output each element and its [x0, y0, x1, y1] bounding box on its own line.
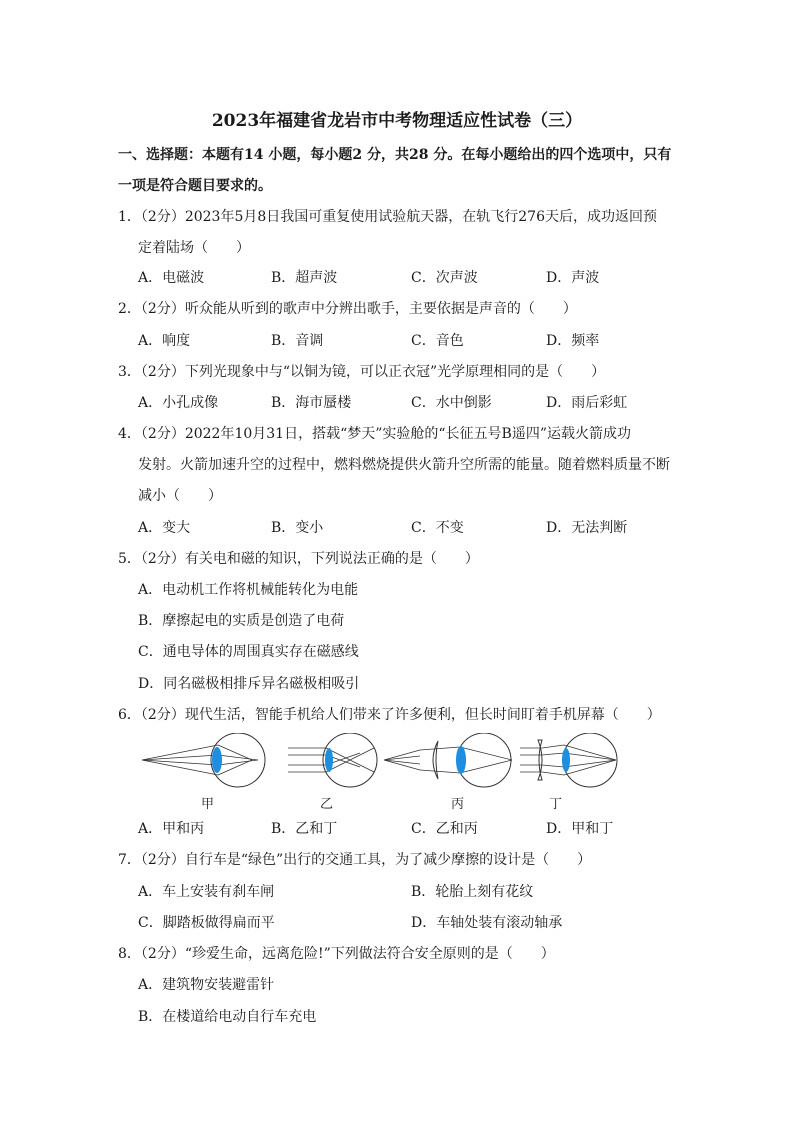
question-4-line-2: 发射。火箭加速升空的过程中，燃料燃烧提供火箭升空所需的能量。随着燃料质量不断 — [138, 457, 670, 473]
question-4-line-3: 减小（ ） — [138, 488, 222, 504]
exam-title: 2023年福建省龙岩市中考物理适应性试卷（三） — [211, 111, 583, 131]
question-3-option-d[interactable]: D．雨后彩虹 — [546, 395, 628, 411]
question-2-option-b[interactable]: B．音调 — [271, 333, 324, 349]
question-3-line-1: 3．（2分）下列光现象中与“以铜为镜，可以正衣冠”光学原理相同的是（ ） — [118, 364, 606, 380]
eye-diagram-bing — [384, 733, 512, 787]
question-3-option-b[interactable]: B．海市蜃楼 — [271, 395, 352, 411]
question-4-option-d[interactable]: D．无法判断 — [546, 520, 628, 536]
eye-diagrams-figure — [140, 733, 680, 799]
question-2-line-1: 2．（2分）听众能从听到的歌声中分辨出歌手，主要依据是声音的（ ） — [118, 301, 577, 317]
question-6-option-a[interactable]: A．甲和丙 — [138, 821, 205, 837]
question-8-option-b[interactable]: B．在楼道给电动自行车充电 — [138, 1009, 317, 1025]
question-6-line-1: 6．（2分）现代生活，智能手机给人们带来了许多便利，但长时间盯着手机屏幕（ ） — [118, 707, 661, 723]
eye-diagram-yi — [288, 733, 377, 787]
eye-diagram-ding — [520, 733, 617, 787]
question-5-option-d[interactable]: D．同名磁极相排斥异名磁极相吸引 — [138, 676, 360, 692]
question-1-line-1: 1．（2分）2023年5月8日我国可重复使用试验航天器，在轨飞行276天后，成功返回预 — [118, 209, 657, 225]
question-1-option-a[interactable]: A．电磁波 — [138, 270, 205, 286]
question-7-option-a[interactable]: A．车上安装有刹车闸 — [138, 884, 275, 900]
question-4-option-b[interactable]: B．变小 — [271, 520, 324, 536]
question-5-option-c[interactable]: C．通电导体的周围真实存在磁感线 — [138, 644, 359, 660]
question-6-option-c[interactable]: C．乙和丙 — [411, 821, 478, 837]
question-4-line-1: 4．（2分）2022年10月31日，搭载“梦天”实验舱的“长征五号B遥四”运载火箭成功 — [118, 426, 631, 442]
section-heading-line-2: 一项是符合题目要求的。 — [118, 178, 272, 194]
question-6-option-d[interactable]: D．甲和丁 — [546, 821, 614, 837]
question-2-option-d[interactable]: D．频率 — [546, 333, 600, 349]
section-heading-line-1: 一、选择题：本题有14 小题，每小题2 分，共28 分。在每小题给出的四个选项中，只有 — [118, 147, 672, 163]
figure-label-yi: 乙 — [320, 797, 334, 812]
question-8-option-a[interactable]: A．建筑物安装避雷针 — [138, 977, 275, 993]
question-1-option-d[interactable]: D．声波 — [546, 270, 600, 286]
question-5-option-a[interactable]: A．电动机工作将机械能转化为电能 — [138, 582, 359, 598]
question-7-option-d[interactable]: D．车轴处装有滚动轴承 — [411, 915, 563, 931]
question-2-option-a[interactable]: A．响度 — [138, 333, 191, 349]
question-5-option-b[interactable]: B．摩擦起电的实质是创造了电荷 — [138, 613, 345, 629]
question-4-option-a[interactable]: A．变大 — [138, 520, 191, 536]
question-5-line-1: 5．（2分）有关电和磁的知识，下列说法正确的是（ ） — [118, 551, 479, 567]
question-3-option-c[interactable]: C．水中倒影 — [411, 395, 492, 411]
question-1-line-2: 定着陆场（ ） — [138, 240, 250, 256]
question-1-option-b[interactable]: B．超声波 — [271, 270, 338, 286]
eye-diagram-jia — [142, 733, 265, 787]
question-3-option-a[interactable]: A．小孔成像 — [138, 395, 219, 411]
question-7-line-1: 7．（2分）自行车是“绿色”出行的交通工具，为了减少摩擦的设计是（ ） — [118, 852, 592, 868]
figure-label-ding: 丁 — [549, 797, 563, 812]
question-4-option-c[interactable]: C．不变 — [411, 520, 464, 536]
question-6-option-b[interactable]: B．乙和丁 — [271, 821, 338, 837]
question-8-line-1: 8．（2分）“珍爱生命，远离危险!”下列做法符合安全原则的是（ ） — [118, 946, 555, 962]
question-7-option-b[interactable]: B．轮胎上刻有花纹 — [411, 884, 534, 900]
figure-label-bing: 丙 — [451, 797, 465, 812]
question-2-option-c[interactable]: C．音色 — [411, 333, 464, 349]
figure-label-jia: 甲 — [201, 797, 215, 812]
question-1-option-c[interactable]: C．次声波 — [411, 270, 478, 286]
question-7-option-c[interactable]: C．脚踏板做得扁而平 — [138, 915, 275, 931]
